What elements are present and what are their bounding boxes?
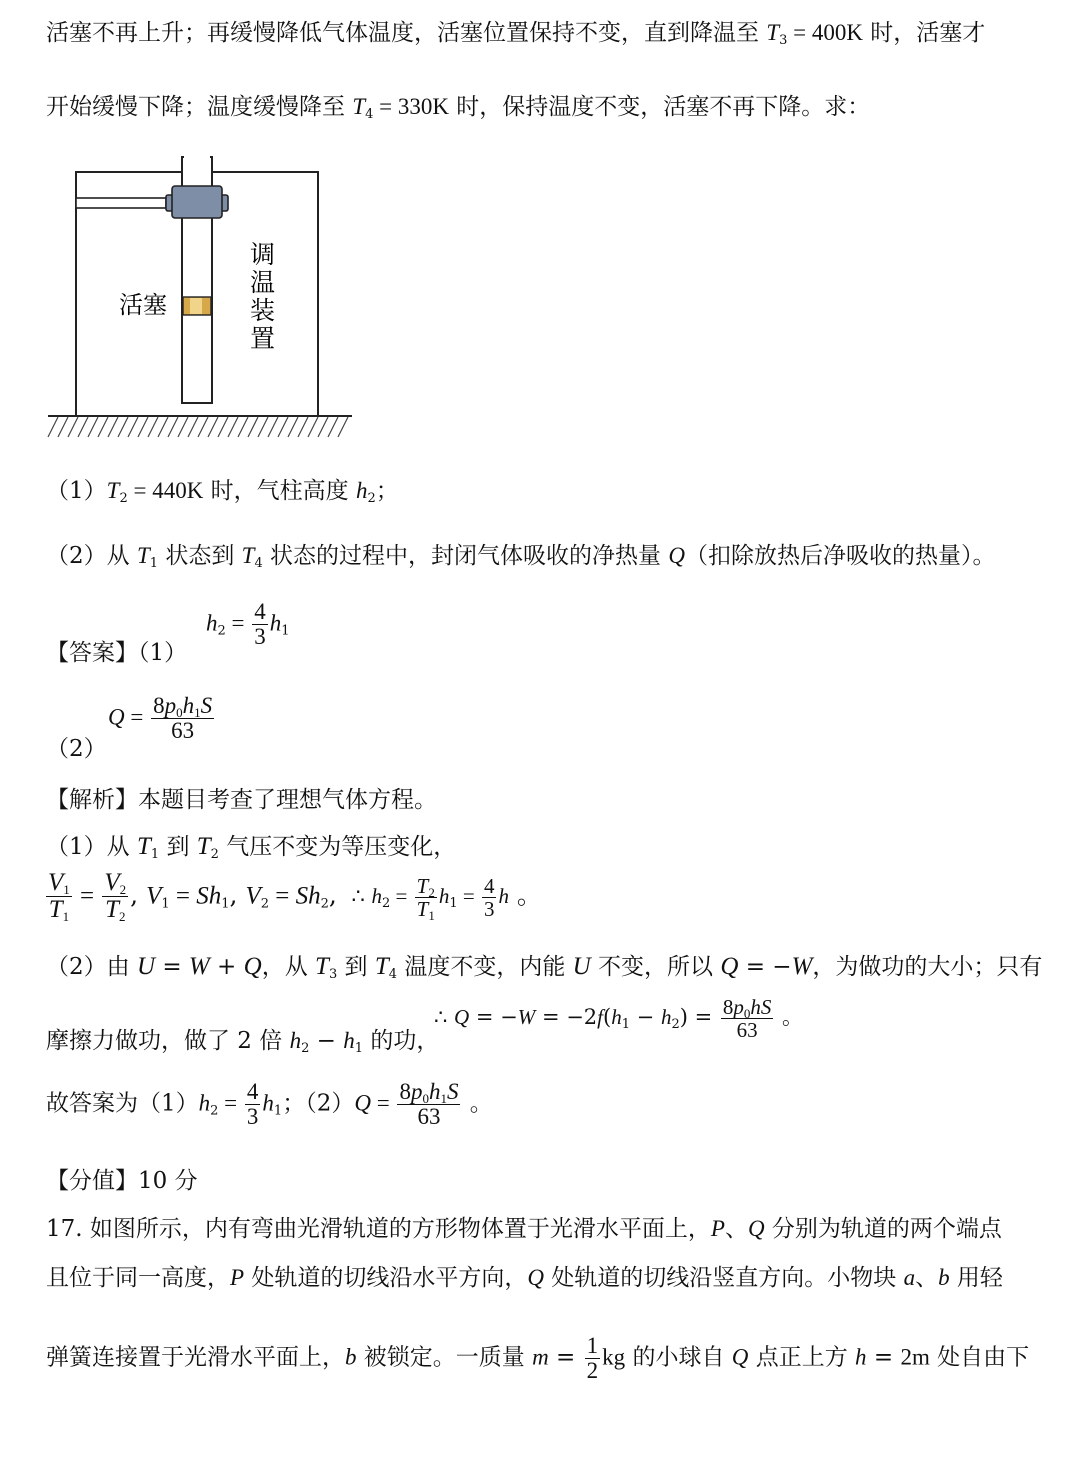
analysis-2-line2-text: 摩擦力做功，做了 2 倍 $h_2 - h_1$ 的功， — [46, 1028, 440, 1056]
answer-2: Q = $\frac{8p_0h_1S}{63}$ — [108, 693, 213, 744]
answer-2-label: （2） — [46, 736, 107, 762]
device-label-3: 装 — [250, 296, 276, 325]
final-answer: 故答案为$(1)h_2$ = $\frac{4}{3}$ $h_1$；（2）Q = $\frac{8p_0h_1S}{63}$ 。 — [46, 1079, 493, 1130]
problem17-line2: 且位于同一高度，P 处轨道的切线沿水平方向，Q 处轨道的切线沿竖直方向。小物块 a、b 用轻 — [46, 1265, 1003, 1291]
analysis-1-text: （1）从 $T_1$ 到 $T_2$ 气压不变为等压变化， — [46, 833, 457, 862]
problem16-line1: 活塞不再上升；再缓慢降低气体温度，活塞位置保持不变，直到降温至 $T_3 = 400K$ 时，活塞才 — [46, 20, 986, 48]
device-label-2: 温 — [250, 268, 276, 297]
question-2: （2）从 $T_1$ 状态到 $T_4$ 状态的过程中，封闭气体吸收的净热量 Q（扣除放热后净吸收的热量）。 — [46, 543, 996, 571]
analysis-tag: 【解析】本题目考查了理想气体方程。 — [46, 787, 437, 813]
apparatus-figure — [44, 155, 356, 440]
device-label-4: 置 — [250, 324, 276, 353]
question-1: $(1)T_2 = 440K$ 时，气柱高度 $h_2$； — [46, 478, 399, 506]
answer-1: $h_2$ = $\frac{4}{3}$ $h_1$ — [206, 599, 290, 650]
score: 【分值】10 分 — [46, 1168, 198, 1194]
device-label-1: 调 — [250, 240, 276, 269]
problem17-line1: 17. 如图所示，内有弯曲光滑轨道的方形物体置于光滑水平面上，P、Q 分别为轨道的两个端点 — [46, 1216, 1002, 1242]
analysis-2-line1: （2）由 U = W + Q，从 $T_3$ 到 $T_4$ 温度不变，内能 U 不变，所以 Q = −W，为做功的大小；只有 — [46, 953, 1043, 982]
analysis-1-equation: $\frac{V_1}{T_1}$ = $\frac{V_2}{T_2}$ , $V_1 = Sh_1$, $V_2 = Sh_2$, ∴ $h_2$ = $\frac{T_2}{T_1}$ $h_1$ = $\frac{4}{3}$ h 。 — [48, 869, 542, 925]
answer-tag: 【答案】（1） — [46, 640, 188, 666]
analysis-2-equation: ∴ $Q = -W = -2f(h_1 - h_2)$ = $\frac{8p_0hS}{63}$ 。 — [434, 995, 804, 1043]
problem16-line2: 开始缓慢下降；温度缓慢降至 $T_4 = 330K$ 时，保持温度不变，活塞不再下降。求： — [46, 94, 871, 122]
piston-label: 活塞 — [119, 291, 167, 319]
problem17-line3: 弹簧连接置于光滑水平面上，b 被锁定。一质量 m = $\frac{1}{2}$ kg 的小球自 Q 点正上方 h = 2m 处自由下 — [46, 1333, 1030, 1384]
